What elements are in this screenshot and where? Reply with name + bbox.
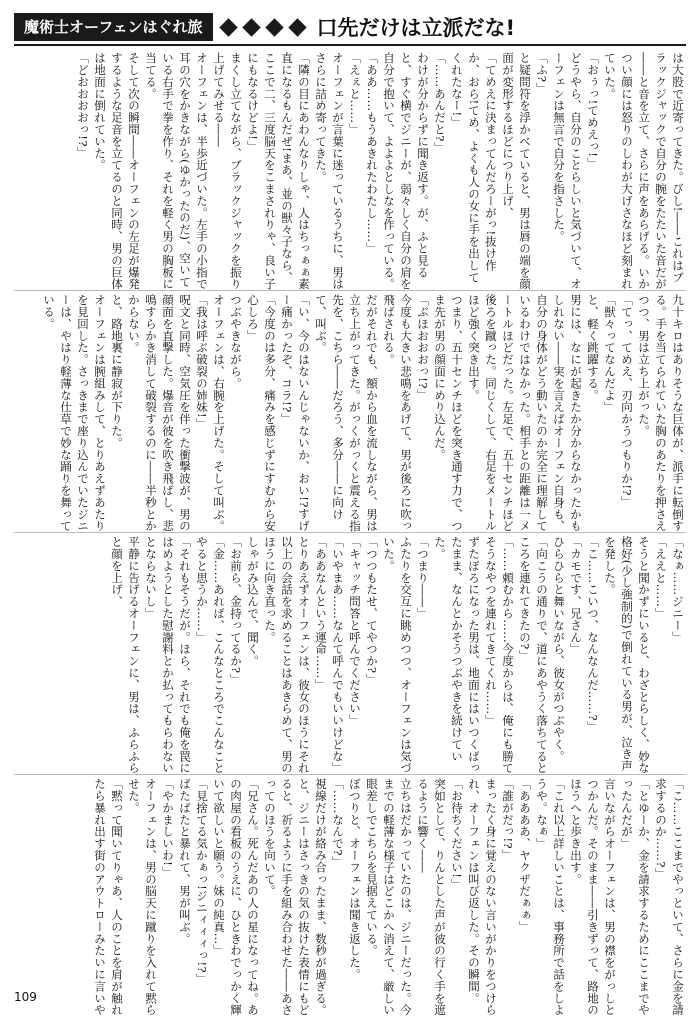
block-divider [14,290,686,291]
text-block-1 [14,52,686,290]
page-number: 109 [14,990,37,1004]
block-divider [14,532,686,533]
vertical-text-body: 「こ……ここまでやっといて、さらに金を請求するのか……?」 「とゆーか、金を請求するためにここまでやったんだが」 言いながらオーフェンは、男の襟をがっしとつかんだ。そのまま――引きずって、路地のほうへと歩き出す。 「これ以上詳しいことは、事務所で話をしようや。なぁ」 「ああああ、ヤクザだぁぁ」 「誰がだっ!?」 まったく身に覚えのない言いがかりをつけられ、オーフェンは叫び返した。その瞬間。 「お待ちください!」 突如として、りんとした声が彼の行く手を遮るように響く―― 立ちはだかっていたのは、ジニーだった。今までの軽薄な様子はどこかへ消えて、厳しい眼差しでこちらを見据えている。 ぼつりと、オーフェンは聞き返した。 「……なんで?」 視線だけが絡み合ったまま、数秒が過ぎる。と、ジニーはさっきの気の抜けた表情にもどると、祈るように手を組み合わせた――あさってのほうを向いて。 「兄さん。死んだあの人の星になってね。あの肉屋の看板のうえに、ひときわでっかく輝いて欲しいと願う。妹の純真…」 「見捨てる気かぁっ!ジニィィィっ!?」 ばたばたと暴れて、男が叫ぶ。 「やかましいわ!」 オーフェンは、男の脳天に蹴りを入れて黙らせた。 「黙って聞いてりゃあ、人のことを肩が触れたら暴れ出す街のアウトローみたいに言いや [93,778,685,1016]
page-header [14,12,686,42]
series-title: 魔術士オーフェンはぐれ旅 [14,13,213,41]
text-block-4 [14,778,686,1016]
diamond-icon [265,18,283,36]
header-rule [14,44,686,46]
text-block-3 [14,536,686,774]
chapter-title: 口先だけは立派だな! [316,16,516,40]
text-block-2 [14,294,686,532]
vertical-text-body: は大股で近寄ってきた。びし!――これはブラックジャックで自分の腕をたたいた音だが――と音を立て、さらに声をあらげる。いかつい顔には怒りのしわが大げさなほど刻まれていた。 「おぅっ!てめえっ!」 どうやら、自分のことらしいと気づいて、オーフェンは無言で自分を指さした。 「ふ?」 と疑問符を浮かべていると、男は唇の端を顔面が変形するほどにつり上げ、 「てめえに決まってんだろーがっ!抜け作か、おら!てめ、よくも人の女に手を出してくれたなー!」 「……あんだと?」 わけが分からずに聞き返す。が、ふと見ると、すぐ横でジニーが、弱々しく自分の肩を自分で抱いて、よよよとしなを作っている。 「ああ……もうあきれたわたし……」 「えぇと……」 オーフェンが言葉に迷っているうちに、男はさらに詰め寄ってきた。 「隣の目にあわんなりしゃ、人はちっぁぁ素直になるもんだぜ!まあ、並の獣々子なら、ここで二、三度脳天をこまされりゃ、良い子にもなるけどよ!」 まくし立てながら、ブラックジャックを振り上げてみせる―― オーフェンは、半歩近づいた。左手の小指で耳の穴をかきながら(ゆかったのだ)、空いている右手で拳を作り、それを軽く男の胸板に当てる。 そして次の瞬間――オーフェンの左足が爆発するような足音を立てるのと同時、男の巨体は地面に倒れていた。 「どおおおおっ!?」 [76,52,685,290]
block-divider [14,774,686,775]
diamond-icon [288,18,306,36]
diamond-icon [219,18,237,36]
vertical-text-body: 九十キロはありそうな巨体が、派手に転倒する。手を当てられていた胸のあたりを押さえつつ、男は立ち上がった。 「てっ、てめえ、刃向かうつもりか!?」 「獣々ってなんだよ」 と、軽く跳躍する。 男には、なにが起きたか分からなかったかもしれない――実を言えばオーフェン自身も、自分の身体がどう動いたのか完全に理解しているわけではなかった。相手との距離は一メートルほどだった。左足で、五十センチほど後ろを蹴った。同じくして、右足をメートルほど強く突き出す。 つまり、五十センチほどを突き通す力で、つま先が男の顔面にめり込んだ。 「ぶほおおおっ!?」 今度も大きい悲鳴をあげて、男が後ろに吹っ飛ばされる。 だがそれでも、額から血を流しながら、男は立ち上がってきた。がっくがっくと震える指先を、こちら――だろう、多分――に向けて、叫ぶ。 「い、今のはないんじゃないか、おい!?すげー痛かったぞ、コラ!?」 「今度のは多分、痛みを感じずにすむから安心しろ」 つぶやきながら。 オーフェンは、右腕を上げた。そして叫ぶ。 「我は呼ぶ破裂の姉妹!」 呪文と同時、空気圧を伴った衝撃波が、男の顔面を直撃した。爆音が彼を吹き飛ばし、悲鳴すらかき消して破裂するのに――半秒とかからない。 と、路地裏に静寂が下りた。 オーフェンは腕組みして、とりあえずあたりを見回した。さっきまで座り込んでいたジニーは、やはり軽薄な仕草で妙な踊りを舞っている。 [42,294,685,532]
diamond-icon [242,18,260,36]
vertical-text-body: 「なぁ……ジニー」 「ええと……」 そうと聞かずにいると、わざとらしく、妙な格好(少し強制的)で倒れている男が、泣き声を発した。 「こ……こいつ、なんなんだ……?」 「カモです、兄さん」 ひらひらと舞いながら、彼女がつぶやく。 「向こうの通りで、道にあやうく落ちてるところを連れてきたの?」 「……頼むから……今度からは、俺にも勝てそうなやつを連れてきてくれ……」 ずたぼろになった男は、地面にはいつくばったまま、なんとかそうつぶやきを続けていた。 「つまり――」 ふたりを交互に眺めつつ、オーフェンは気づいた。 「つつもたせ、てやつか?」 「キャッチ問答と呼んでください」 「いやまあ……なんて呼んでもいいけどな」 「ああなんという運命……」 とりあえずオーフェンは、彼女のほうにそれ以上の会話を求めることはあきらめて、男のほうに向き直った。 しゃがみ込んで、聞く。 「お前ら、金持ってるか?」 「金……あれば、こんなところでこんなことやると思うか……」 「それもそうだが。ほら、それでも俺を罠にはめようとした慰謝料とか払ってもらわないとならないし」 平静に告げるオーフェンに、男は、ふらふらと顔を上げ、 [110,536,685,774]
diamond-ornaments [217,21,309,34]
